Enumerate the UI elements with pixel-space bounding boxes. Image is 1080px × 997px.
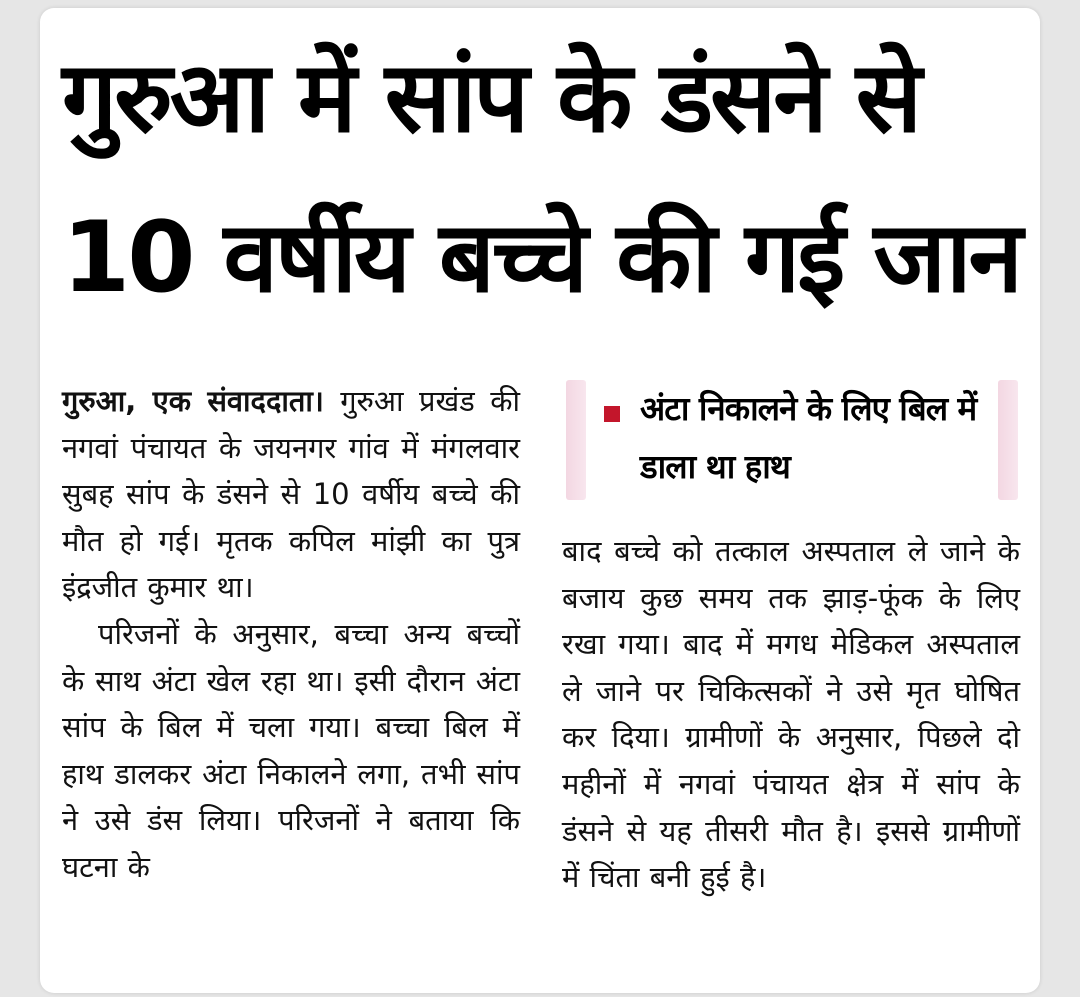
subheading-text: अंटा निकालने के लिए बिल में डाला था हाथ: [640, 389, 977, 486]
article-column-left: [62, 378, 520, 891]
article-paragraph-2: परिजनों के अनुसार, बच्चा अन्य बच्चों के साथ अंटा खेल रहा था। इसी दौरान अंटा सांप के बिल में चला गया। बच्चा बिल में हाथ डालकर अंटा निकालने लगा, तभी सांप ने उसे डंस लिया। परिजनों ने बताया कि घटना के: [62, 616, 520, 884]
subheading-box: [562, 376, 1020, 504]
newspaper-clipping: [40, 8, 1040, 993]
red-square-bullet-icon: [604, 406, 620, 422]
subheading-right-bar: [998, 380, 1018, 500]
article-paragraph-1: गुरुआ प्रखंड की नगवां पंचायत के जयनगर गांव में मंगलवार सुबह सांप के डंसने से 10 वर्षीय बच्चे की मौत हो गई। मृतक कपिल मांझी का पुत्र इंद्रजीत कुमार था।: [62, 384, 520, 605]
headline-line-1: गुरुआ में सांप के डंसने से: [62, 41, 920, 155]
headline-line-2: 10 वर्षीय बच्चे की गई जान: [62, 201, 1020, 315]
article-paragraph-3: बाद बच्चे को तत्काल अस्पताल ले जाने के बजाय कुछ समय तक झाड़-फूंक के लिए रखा गया। बाद में मगध मेडिकल अस्पताल ले जाने पर चिकित्सकों ने उसे मृत घोषित कर दिया। ग्रामीणों के अनुसार, पिछले दो महीनों में नगवां पंचायत क्षेत्र में सांप के डंसने से यह तीसरी मौत है। इससे ग्रामीणों में चिंता बनी हुई है।: [562, 534, 1020, 895]
article-column-right: [562, 528, 1020, 901]
subheading-left-bar: [566, 380, 586, 500]
article-dateline: गुरुआ, एक संवाददाता।: [62, 384, 341, 418]
